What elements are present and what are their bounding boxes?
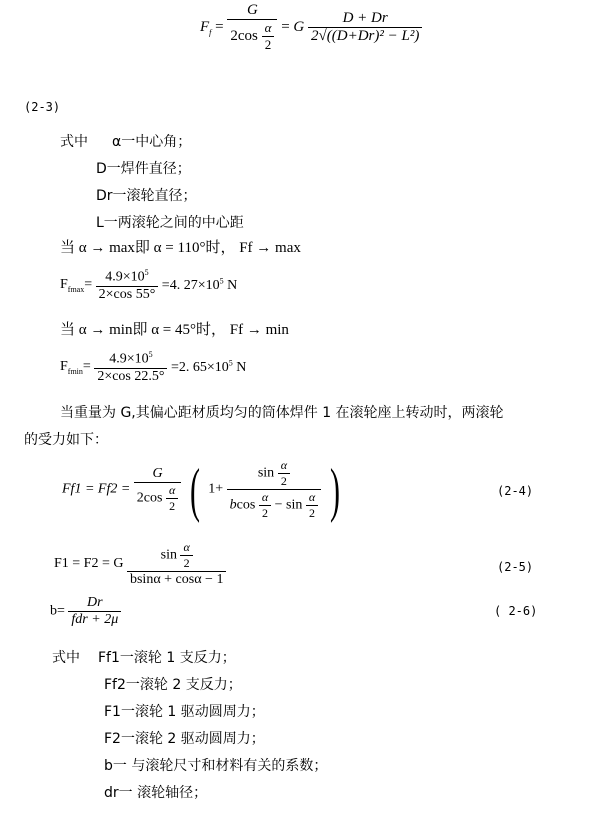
- where-item-l: L一两滚轮之间的中心距: [96, 215, 244, 231]
- paragraph-line-2: 的受力如下：: [24, 432, 108, 448]
- where-label-2: 式中: [52, 650, 80, 666]
- equation-label-2-5: (2-5): [497, 560, 534, 574]
- where-item-ff1: Ff1一滚轮 1 支反力；: [98, 650, 236, 666]
- where-item-f1: F1一滚轮 1 驱动圆周力；: [104, 704, 265, 720]
- condition-min: 当 α → min即 α = 45°时， Ff → min: [60, 322, 289, 338]
- equation-fmax: $F_{fmax}=$ $\frac{4.9\times 10^5}{2\times\cos 55^\circ}$ =4. $27\times 10^5$ N: [60, 268, 238, 302]
- equation-label-2-4: (2-4): [497, 484, 534, 498]
- eq-frac-2: $\frac{D + Dr}{\text{2√((D+Dr)² − L²)}}$: [308, 10, 422, 45]
- equation-label-2-3: (2-3): [24, 100, 61, 114]
- where-item-alpha: α一中心角；: [112, 134, 192, 150]
- equation-2-6: b= $\frac{Dr}{\text{fdr + 2μ}}$: [50, 595, 121, 628]
- eq-frac-1: G 2cos $\frac{\alpha}{2}$: [227, 2, 277, 53]
- condition-max: 当 α → max即 α = 110°时， Ff → max: [60, 240, 301, 256]
- where-item-d: D一焊件直径；: [96, 161, 191, 177]
- equation-ff: $F_f$ = G 2cos $\frac{\alpha}{2}$ = G $\frac{D + Dr}{\text{2√((D+Dr)² − L²)}}$: [200, 2, 422, 53]
- where-item-dr-axle: dr一 滚轮轴径；: [104, 785, 208, 801]
- equation-label-2-6: ( 2-6): [494, 604, 538, 618]
- eq-lhs: $F_f$: [200, 18, 212, 37]
- equation-fmin: $F_{fmin}=$ $\frac{4.9\times 10^5}{2\times\cos 22.5^\circ}$ =2. $65\times 10^5$ N: [60, 350, 247, 384]
- where-label-1: 式中: [60, 134, 88, 150]
- where-item-dr: Dr一滚轮直径；: [96, 188, 197, 204]
- paragraph-line-1: 当重量为 G,其偏心距材质均匀的筒体焊件 1 在滚轮座上转动时，两滚轮: [60, 405, 504, 421]
- equation-2-5: F1 = F2 = G sin $\frac{\alpha}{2}$ bsinα + cosα − 1: [54, 540, 226, 588]
- where-item-b: b一 与滚轮尺寸和材料有关的系数；: [104, 758, 328, 774]
- equation-2-4: Ff1 = Ff2 = G 2cos $\frac{\alpha}{2}$ ( 1+ sin $\frac{\alpha}{2}$ bcos $\frac{\alpha}{2}$ − sin $\frac{\alpha}{2}$ ): [62, 456, 340, 523]
- where-item-ff2: Ff2一滚轮 2 支反力；: [104, 677, 242, 693]
- where-item-f2: F2一滚轮 2 驱动圆周力；: [104, 731, 265, 747]
